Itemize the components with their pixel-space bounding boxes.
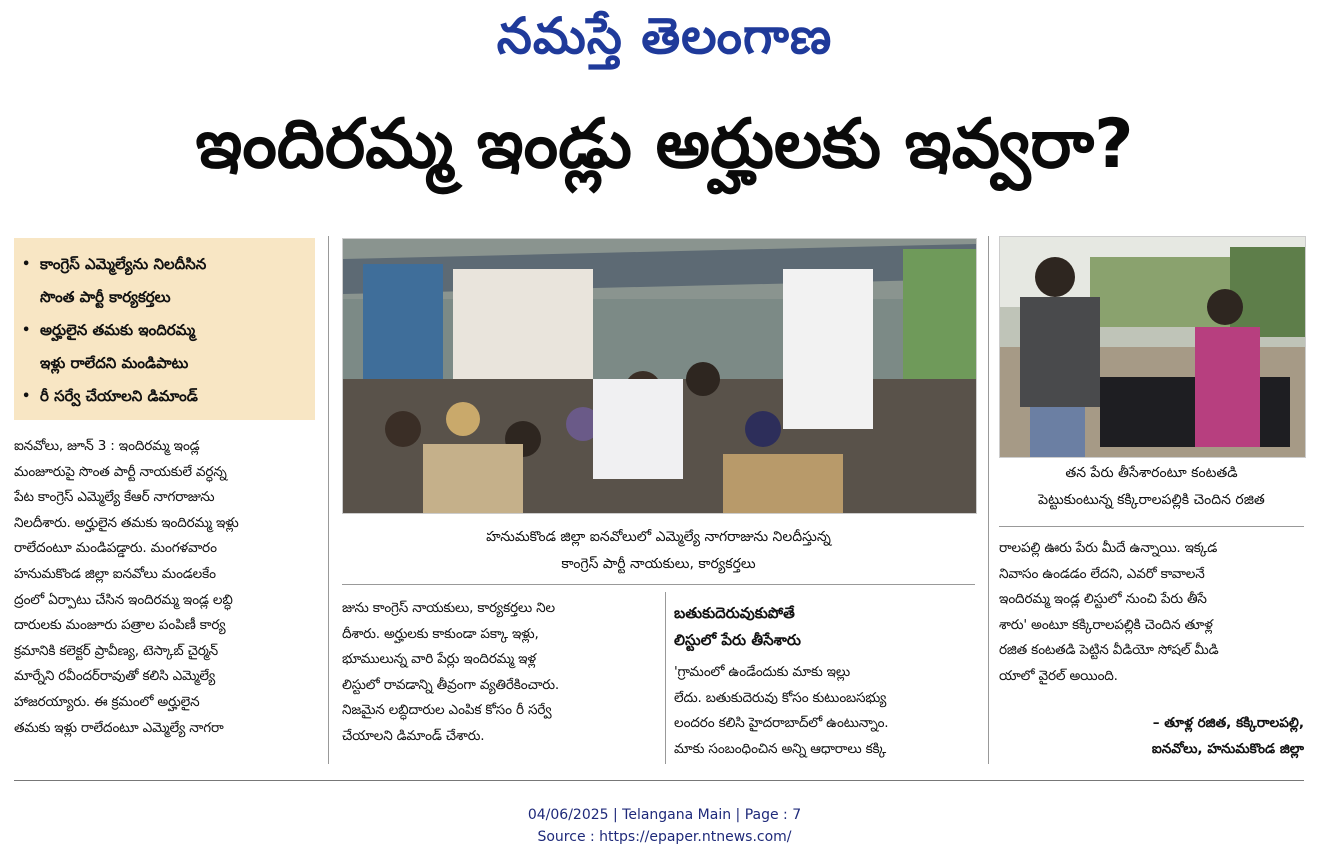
sidebar-subheading: [674, 600, 974, 654]
highlight-line: ఇళ్లు రాలేదని మండిపాటు: [40, 354, 189, 372]
text-line: హాజరయ్యారు. ఈ క్రమంలో అర్హులైన: [14, 693, 200, 710]
text-line: చేయాలని డిమాండ్ చేశారు.: [342, 727, 485, 744]
side-photo-caption: [999, 460, 1304, 514]
caption-line: కాంగ్రెస్ పార్టీ నాయకులు, కార్యకర్తలు: [561, 556, 756, 572]
text-line: రజిత కంటతడి పెట్టిన వీడియో సోషల్ మీడి: [999, 642, 1219, 659]
text-line: లందరం కలిసి హైదరాబాద్‌లో ఉంటున్నాం.: [674, 715, 889, 732]
text-line: క్రమానికి కలెక్టర్ ప్రావీణ్య, టెస్కాబ్ చైర్మన్: [14, 642, 218, 659]
main-photo: [342, 238, 977, 514]
text-line: రాలపల్లి ఊరు పేరు మీదే ఉన్నాయి. ఇక్కడ: [999, 540, 1218, 556]
highlight-item: [22, 248, 307, 314]
text-line: దీశారు. అర్హులకు కాకుండా పక్కా ఇళ్లు,: [342, 625, 539, 642]
text-line: ఇందిరమ్మ ఇండ్ల లిస్టులో నుంచి పేరు తీసే: [999, 591, 1207, 608]
subheading-line: లిస్టులో పేరు తీసేశారు: [674, 631, 801, 649]
highlight-item: [22, 380, 307, 413]
column-divider: [328, 236, 329, 764]
byline: [999, 710, 1304, 762]
article-column-2: [342, 596, 660, 750]
caption-line: హనుమకొండ జిల్లా ఐనవోలులో ఎమ్మెల్యే నాగరాజును నిలదీస్తున్న: [486, 529, 831, 545]
text-line: మాకు సంబంధించిన అన్ని ఆధారాలు కక్కి: [674, 740, 886, 757]
photo-caption: [342, 524, 975, 578]
highlight-item: [22, 314, 307, 380]
highlight-line: సొంత పార్టీ కార్యకర్తలు: [40, 288, 171, 306]
column-divider: [665, 592, 666, 764]
subheading-line: బతుకుదెరువుకుపోతే: [674, 604, 795, 622]
text-line: నివాసం ఉండడం లేదని, ఎవరో కావాలనే: [999, 565, 1205, 582]
text-line: 'గ్రామంలో ఉండేందుకు మాకు ఇల్లు: [674, 664, 850, 680]
text-line: యాలో వైరల్ అయింది.: [999, 667, 1118, 684]
text-line: ద్రంలో ఏర్పాటు చేసిన ఇందిరమ్మ ఇండ్ల లబ్ధి: [14, 591, 233, 608]
text-line: మార్నేని రవీందర్‌రావుతో కలిసి ఎమ్మెల్యే: [14, 668, 216, 685]
article-column-3: [674, 660, 976, 762]
text-line: శారు' అంటూ కక్కిరాలపల్లికి చెందిన తూళ్ల: [999, 616, 1213, 633]
highlight-line: కాంగ్రెస్ ఎమ్మెల్యేను నిలదీసిన: [40, 255, 207, 273]
text-line: నిజమైన లబ్ధిదారుల ఎంపిక కోసం రీ సర్వే: [342, 702, 552, 719]
footer-source[interactable]: Source : https://epaper.ntnews.com/: [537, 829, 792, 845]
text-line: రాలేదంటూ మండిపడ్డారు. మంగళవారం: [14, 540, 217, 557]
byline-line: ఐనవోలు, హనుమకొండ జిల్లా: [1151, 741, 1304, 757]
text-line: తమకు ఇళ్లు రాలేదంటూ ఎమ్మెల్యే నాగరా: [14, 719, 224, 736]
text-line: భూములున్న వారి పేర్లు ఇందిరమ్మ ఇళ్ల: [342, 651, 536, 668]
caption-line: తన పేరు తీసేశారంటూ కంటతడి: [1065, 465, 1238, 481]
page-bottom-rule: [14, 780, 1304, 781]
text-line: హనుమకొండ జిల్లా ఐనవోలు మండలకేం: [14, 565, 216, 582]
side-photo: [999, 236, 1306, 458]
article-column-1: [14, 434, 319, 741]
text-line: లేదు. బతుకుదెరువు కోసం కుటుంబసభ్యు: [674, 689, 887, 706]
byline-line: – తూళ్ల రజిత, కక్కిరాలపల్లి,: [1152, 715, 1304, 731]
article-headline: ఇందిరమ్మ ఇండ్లు అర్హులకు ఇవ్వరా?: [195, 105, 1134, 184]
article-column-4: [999, 536, 1304, 690]
highlights-box: [14, 238, 315, 420]
caption-divider: [342, 584, 975, 585]
text-line: మంజూరుపై సొంత పార్టీ నాయకులే వర్ధన్న: [14, 463, 227, 480]
column-divider: [988, 236, 989, 764]
text-line: జును కాంగ్రెస్ నాయకులు, కార్యకర్తలు నిల: [342, 600, 555, 616]
text-line: నిలదీశారు. అర్హులైన తమకు ఇందిరమ్మ ఇళ్లు: [14, 514, 239, 531]
text-line: లిస్టులో రావడాన్ని తీవ్రంగా వ్యతిరేకించారు.: [342, 676, 559, 693]
text-line: దారులకు మంజూరు పత్రాల పంపిణీ కార్య: [14, 617, 226, 634]
highlight-line: అర్హులైన తమకు ఇందిరమ్మ: [40, 321, 196, 339]
bullet-icon: •: [22, 257, 31, 272]
caption-divider: [999, 526, 1304, 527]
bullet-icon: •: [22, 389, 31, 404]
text-line: ఐనవోలు, జూన్ 3 : ఇందిరమ్మ ఇండ్ల: [14, 438, 200, 454]
highlight-line: రీ సర్వే చేయాలని డిమాండ్: [40, 387, 198, 405]
caption-line: పెట్టుకుంటున్న కక్కిరాలపల్లికి చెందిన రజిత: [1038, 492, 1265, 508]
masthead-logo: నమస్తే తెలంగాణ: [496, 6, 833, 65]
text-line: పేట కాంగ్రెస్ ఎమ్మెల్యే కేఆర్ నాగరాజును: [14, 489, 215, 506]
bullet-icon: •: [22, 323, 31, 338]
footer-date-page: 04/06/2025 | Telangana Main | Page : 7: [527, 807, 802, 823]
